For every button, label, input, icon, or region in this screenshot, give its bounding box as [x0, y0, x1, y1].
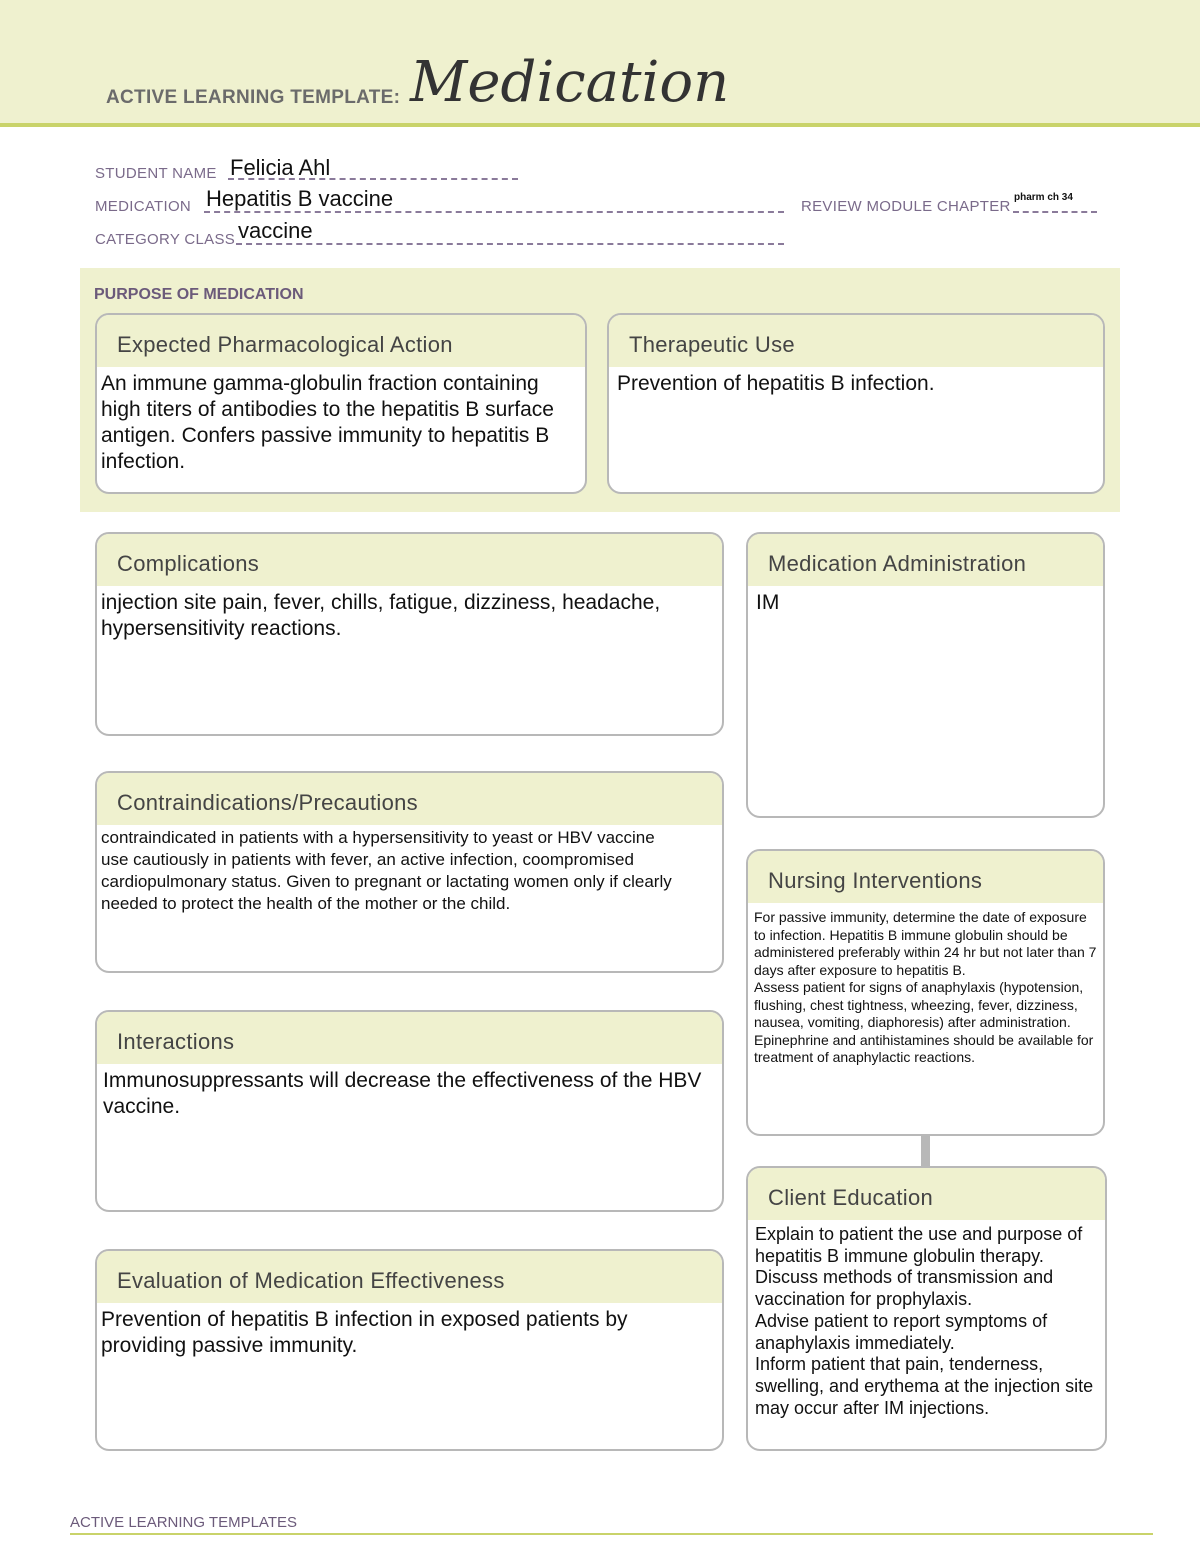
card-body[interactable]: An immune gamma-globulin fraction containing high titers of antibodies to the hepatitis B surface antigen. Confers passive immunity to hepatitis B infection. [101, 372, 554, 473]
review-chapter-label: REVIEW MODULE CHAPTER [801, 198, 1011, 215]
medication-administration-card [746, 532, 1105, 818]
card-body[interactable]: For passive immunity, determine the date of exposure to infection. Hepatitis B immune globulin should be administered preferably within 24 hr but not later than 7 days after exposure to hepatitis B. Assess patient for signs of anaphylaxis (hypotension, flushing, chest tightness, wheezing, fever, dizziness, nausea, vomiting, diaphoresis) after administration. Epinephrine and antihistamines should be available for treatment of anaphylactic reactions. [754, 909, 1097, 1065]
card-body[interactable]: IM [756, 591, 780, 614]
card-title: Contraindications/Precautions [97, 773, 722, 825]
student-name-label: STUDENT NAME [95, 165, 217, 182]
card-title: Medication Administration [748, 534, 1103, 586]
template-label: ACTIVE LEARNING TEMPLATE: [106, 87, 401, 108]
category-class-label: CATEGORY CLASS [95, 231, 236, 248]
card-title: Expected Pharmacological Action [97, 315, 585, 367]
card-title: Nursing Interventions [748, 851, 1103, 903]
therapeutic-use-card [607, 313, 1105, 494]
card-title: Complications [97, 534, 722, 586]
student-name-field[interactable]: Felicia Ahl [230, 155, 331, 180]
complications-card [95, 532, 724, 736]
card-body[interactable]: Immunosuppressants will decrease the effectiveness of the HBV vaccine. [103, 1069, 702, 1118]
category-class-field[interactable]: vaccine [238, 218, 313, 243]
card-body[interactable]: injection site pain, fever, chills, fatigue, dizziness, headache, hypersensitivity reactions. [101, 591, 661, 640]
card-body[interactable]: Prevention of hepatitis B infection in exposed patients by providing passive immunity. [101, 1308, 628, 1357]
medication-field[interactable]: Hepatitis B vaccine [206, 186, 394, 211]
connector [921, 1134, 930, 1168]
card-title: Evaluation of Medication Effectiveness [97, 1251, 722, 1303]
card-title: Interactions [97, 1012, 722, 1064]
header-bar [0, 0, 1200, 127]
review-chapter-field[interactable]: pharm ch 34 [1014, 192, 1073, 203]
medication-label: MEDICATION [95, 198, 192, 215]
card-body[interactable]: contraindicated in patients with a hypersensitivity to yeast or HBV vaccine use cautiously in patients with fever, an active infection, coompromised cardiopulmonary status. Given to pregnant or lactating women only if clearly needed to protect the health of the mother or the child. [101, 828, 672, 913]
category-class-line [236, 243, 784, 245]
footer-line [70, 1533, 1153, 1535]
purpose-heading: PURPOSE OF MEDICATION [94, 286, 304, 303]
card-title: Client Education [748, 1168, 1105, 1220]
client-education-card [746, 1166, 1107, 1451]
card-body[interactable]: Explain to patient the use and purpose of hepatitis B immune globulin therapy. Discuss methods of transmission and vaccination for prophylaxis. Advise patient to report symptoms of anaphylaxis immediately. Inform patient that pain, tenderness, swelling, and erythema at the injection site may occur after IM injections. [755, 1224, 1094, 1418]
footer-text: ACTIVE LEARNING TEMPLATES [70, 1514, 297, 1531]
interactions-card [95, 1010, 724, 1212]
review-chapter-line [1013, 211, 1097, 213]
contraindications-card [95, 771, 724, 973]
evaluation-card [95, 1249, 724, 1451]
page-title: Medication [410, 50, 730, 115]
card-title: Therapeutic Use [609, 315, 1103, 367]
nursing-interventions-card [746, 849, 1105, 1136]
expected-action-card [95, 313, 587, 494]
card-body[interactable]: Prevention of hepatitis B infection. [617, 372, 935, 395]
